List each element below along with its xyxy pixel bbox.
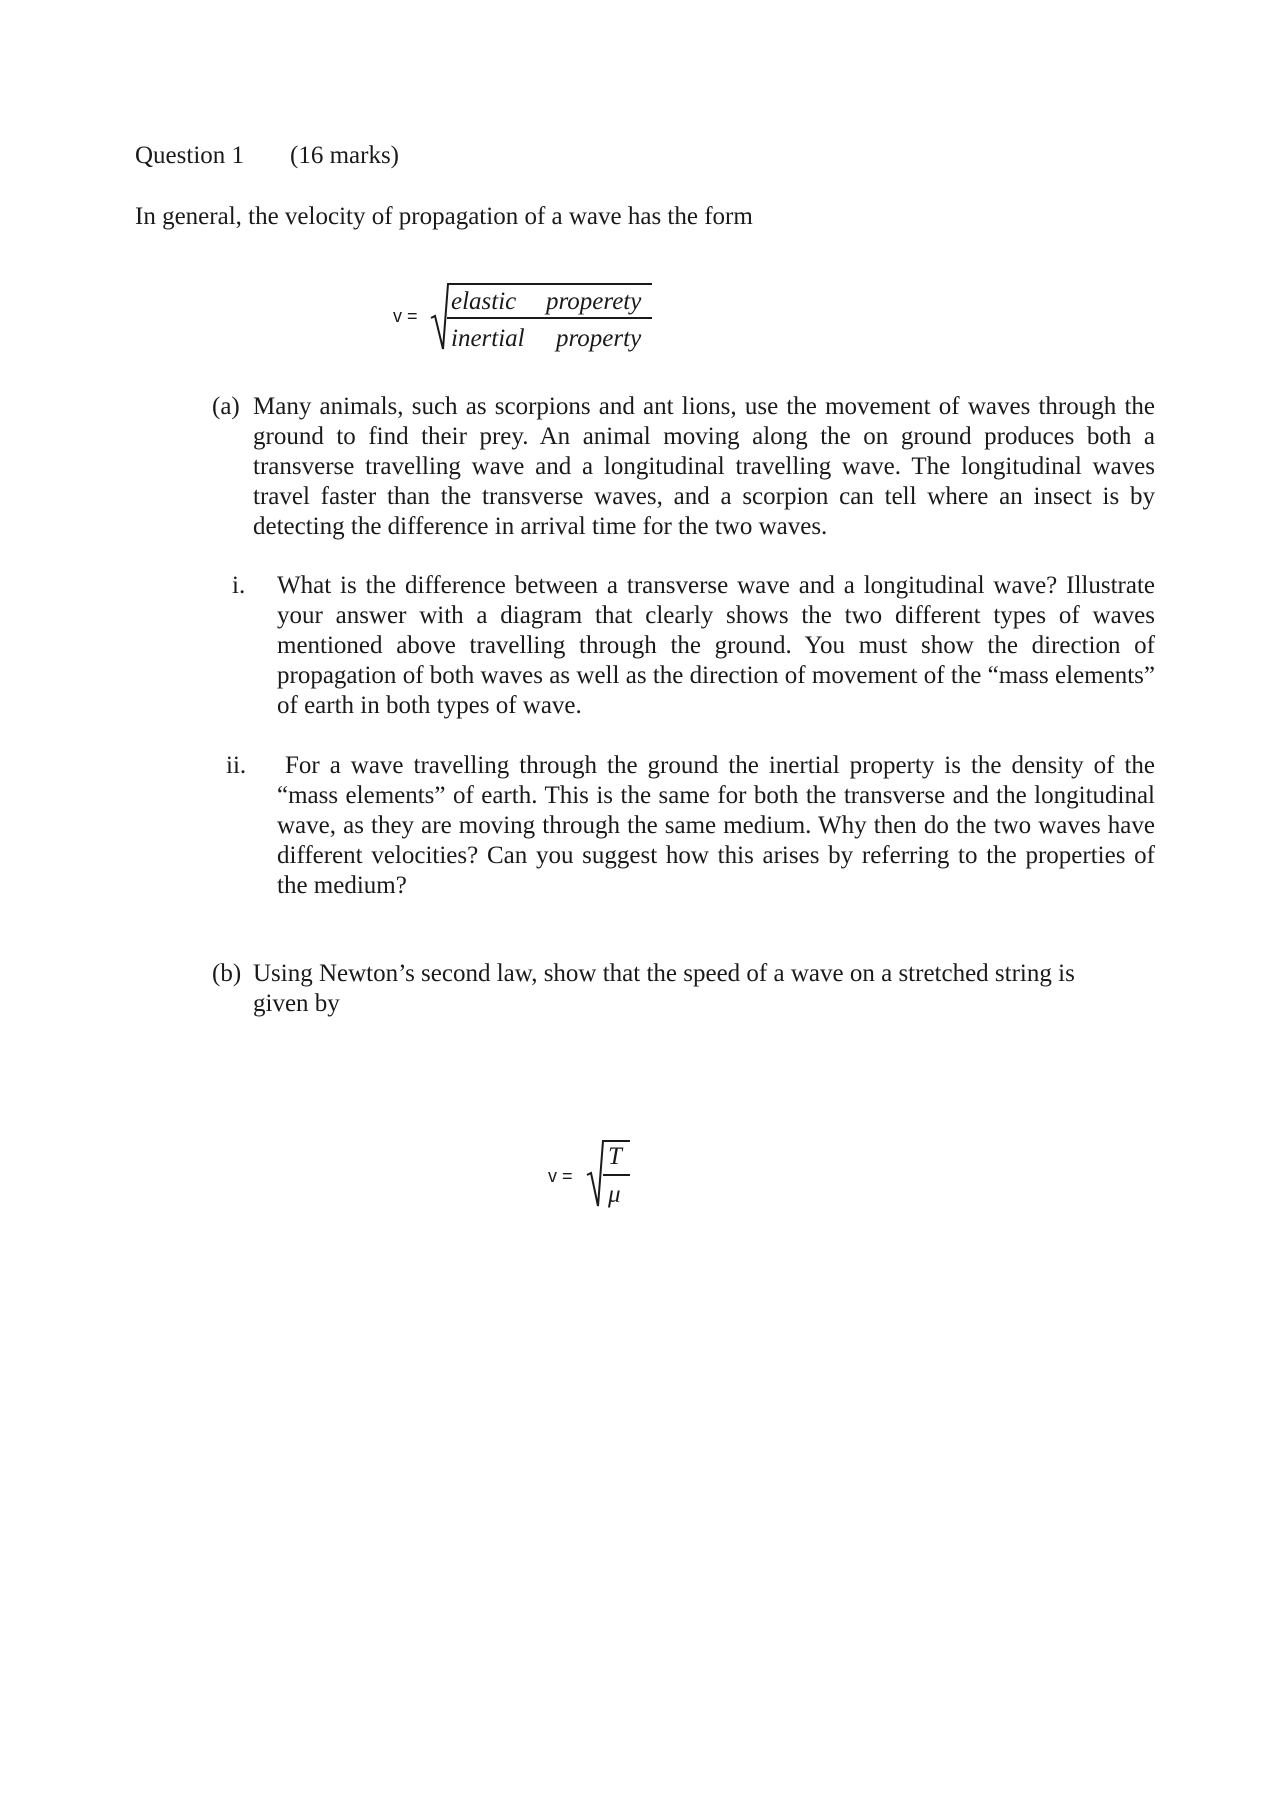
question-marks: (16 marks) bbox=[290, 142, 399, 169]
part-b-marker: (b) bbox=[212, 960, 242, 987]
equation1-numerator-elastic: elastic bbox=[451, 288, 517, 315]
equation1-numerator-property: properety bbox=[546, 288, 642, 315]
question-label: Question 1 bbox=[135, 142, 245, 169]
equation1-denominator-property: property bbox=[556, 325, 642, 352]
part-a-ii-marker: ii. bbox=[226, 752, 247, 779]
part-b-text-line1: Using Newton’s second law, show that the speed of a wave on a stretched string is bbox=[253, 960, 1075, 987]
equation1-denominator-inertial: inertial bbox=[451, 325, 525, 352]
equation2-denominator: μ bbox=[608, 1181, 621, 1208]
part-a-marker: (a) bbox=[212, 393, 240, 420]
equation1-lhs: v = bbox=[393, 306, 418, 326]
equation2-numerator: T bbox=[608, 1143, 622, 1170]
part-b-text-line2: given by bbox=[253, 990, 340, 1017]
part-a-ii-text: For a wave travelling through the ground the inertial property is the density of the “mass elements” of earth. This is the same for both the transverse and the longitudinal wave, as they are moving through the same medium. Why then do the two waves have different velocities? Can you suggest how this arises by referring to the properties of the medium? bbox=[277, 752, 1155, 899]
equation2-lhs: v = bbox=[548, 1166, 573, 1186]
intro-text: In general, the velocity of propagation of a wave has the form bbox=[135, 203, 753, 230]
part-a-text: Many animals, such as scorpions and ant lions, use the movement of waves through the ground to find their prey. An animal moving along the on ground produces both a transverse travelling wave and a longitudinal travelling wave. The longitudinal waves travel faster than the transverse waves, and a scorpion can tell where an insect is by detecting the difference in arrival time for the two waves. bbox=[253, 393, 1155, 540]
part-a-i-marker: i. bbox=[232, 572, 246, 599]
part-a-i-text: What is the difference between a transverse wave and a longitudinal wave? Illustrate your answer with a diagram that clearly shows the two different types of waves mentioned above travelling through the ground. You must show the direction of propagation of both waves as well as the direction of movement of the “mass elements” of earth in both types of wave. bbox=[277, 572, 1155, 719]
